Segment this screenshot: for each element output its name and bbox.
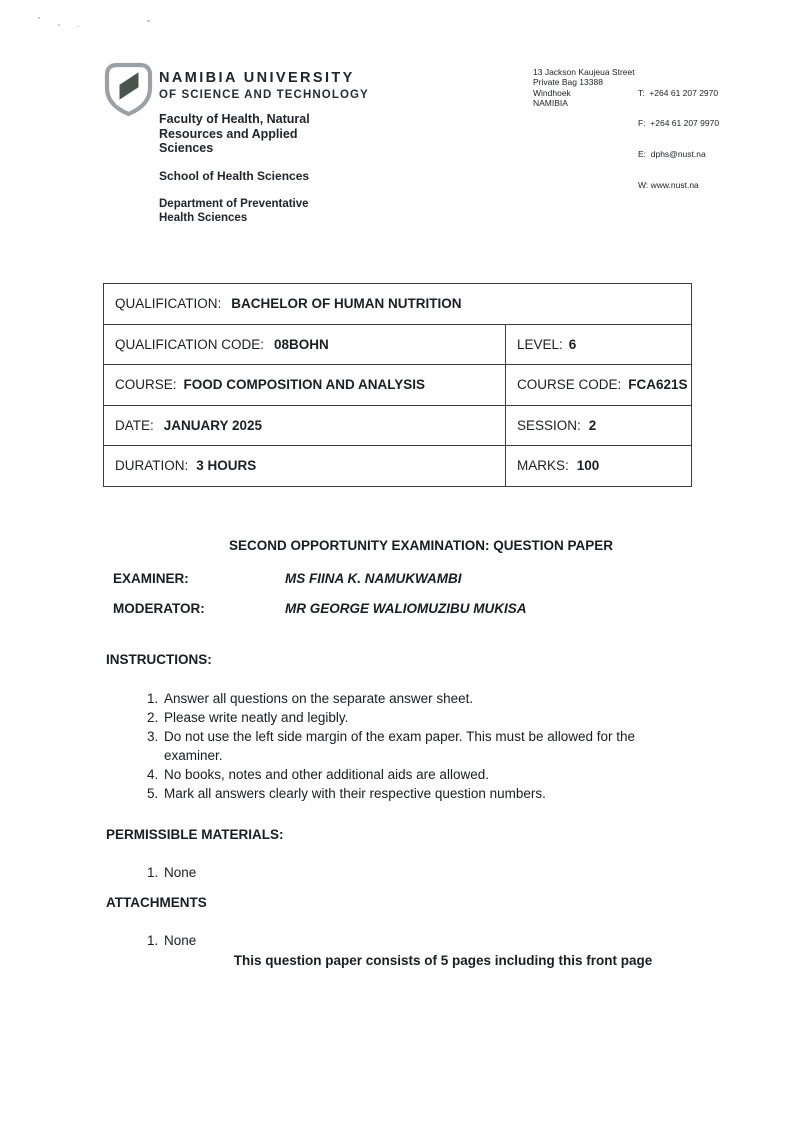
contact-address: 13 Jackson Kaujeua Street Private Bag 13388 Windhoek NAMIBIA (533, 67, 635, 108)
scan-speck (147, 20, 150, 22)
field-label: LEVEL: (517, 336, 563, 352)
instructions-list (106, 689, 667, 803)
table-row (104, 284, 692, 325)
scan-speck (58, 24, 60, 26)
university-wordmark (159, 70, 369, 101)
instruction-item: 3. Do not use the left side margin of the exam paper. This must be allowed for the examiner. (162, 727, 667, 765)
field-label: COURSE CODE: (517, 377, 622, 393)
instructions-heading: INSTRUCTIONS: (106, 652, 212, 667)
university-tagline: OF SCIENCE AND TECHNOLOGY (159, 89, 369, 101)
field-label: QUALIFICATION: (115, 296, 222, 312)
scan-speck (38, 17, 40, 19)
scan-speck (77, 26, 79, 27)
date-cell (104, 405, 506, 446)
marks-cell (506, 446, 692, 487)
page-count-note: This question paper consists of 5 pages including this front page (233, 953, 653, 968)
moderator-row (113, 601, 527, 616)
field-label: MARKS: (517, 458, 569, 474)
attachments-heading: ATTACHMENTS (106, 895, 207, 910)
course-code-cell (506, 365, 692, 406)
field-value: 3 HOURS (196, 458, 257, 474)
moderator-name: MR GEORGE WALIOMUZIBU MUKISA (285, 601, 527, 616)
table-row (104, 405, 692, 446)
instruction-item: 2. Please write neatly and legibly. (162, 708, 667, 727)
level-cell (506, 324, 692, 365)
moderator-label: MODERATOR: (113, 601, 205, 616)
field-label: DURATION: (115, 458, 189, 474)
examiner-label: EXAMINER: (113, 571, 189, 586)
field-value: 6 (568, 336, 577, 352)
university-name: NAMIBIA UNIVERSITY (159, 70, 355, 86)
field-value: JANUARY 2025 (163, 417, 263, 433)
attachments-list (106, 931, 196, 950)
field-value: 2 (588, 417, 597, 433)
contact-block (533, 67, 719, 211)
qualification-cell (104, 284, 692, 325)
field-value: 08BOHN (274, 336, 329, 352)
field-label: SESSION: (517, 417, 581, 433)
attachment-item: 1. None (162, 931, 196, 950)
field-value: BACHELOR OF HUMAN NUTRITION (231, 296, 462, 312)
field-label: COURSE: (115, 377, 177, 393)
duration-cell (104, 446, 506, 487)
field-value: FCA621S (628, 377, 688, 393)
instruction-item: 1. Answer all questions on the separate answer sheet. (162, 689, 667, 708)
field-label: DATE: (115, 417, 154, 433)
examiner-row (113, 571, 461, 586)
course-cell (104, 365, 506, 406)
field-value: 100 (576, 458, 600, 474)
school-name: School of Health Sciences (159, 169, 310, 183)
field-value: FOOD COMPOSITION AND ANALYSIS (183, 377, 426, 393)
table-row (104, 365, 692, 406)
qualification-code-cell (104, 324, 506, 365)
permissible-materials-heading: PERMISSIBLE MATERIALS: (106, 827, 284, 842)
exam-paper-title: SECOND OPPORTUNITY EXAMINATION: QUESTION PAPER (228, 538, 614, 553)
examiner-name: MS FIINA K. NAMUKWAMBI (285, 571, 462, 586)
instruction-item: 4. No books, notes and other additional aids are allowed. (162, 765, 667, 784)
material-item: 1. None (162, 863, 196, 882)
instruction-item: 5. Mark all answers clearly with their respective question numbers. (162, 784, 667, 803)
field-label: QUALIFICATION CODE: (115, 336, 265, 352)
faculty-name: Faculty of Health, Natural Resources and Applied Sciences (159, 112, 310, 155)
exam-info-table (103, 283, 692, 487)
permissible-materials-list (106, 863, 196, 882)
department-name: Department of Preventative Health Sciences (159, 198, 309, 224)
table-row (104, 446, 692, 487)
table-row (104, 324, 692, 365)
session-cell (506, 405, 692, 446)
nust-logo-icon (104, 62, 153, 122)
contact-details: T: +264 61 207 2970 F: +264 61 207 9970 E: dphs@nust.na W: www.nust.na (638, 87, 720, 191)
